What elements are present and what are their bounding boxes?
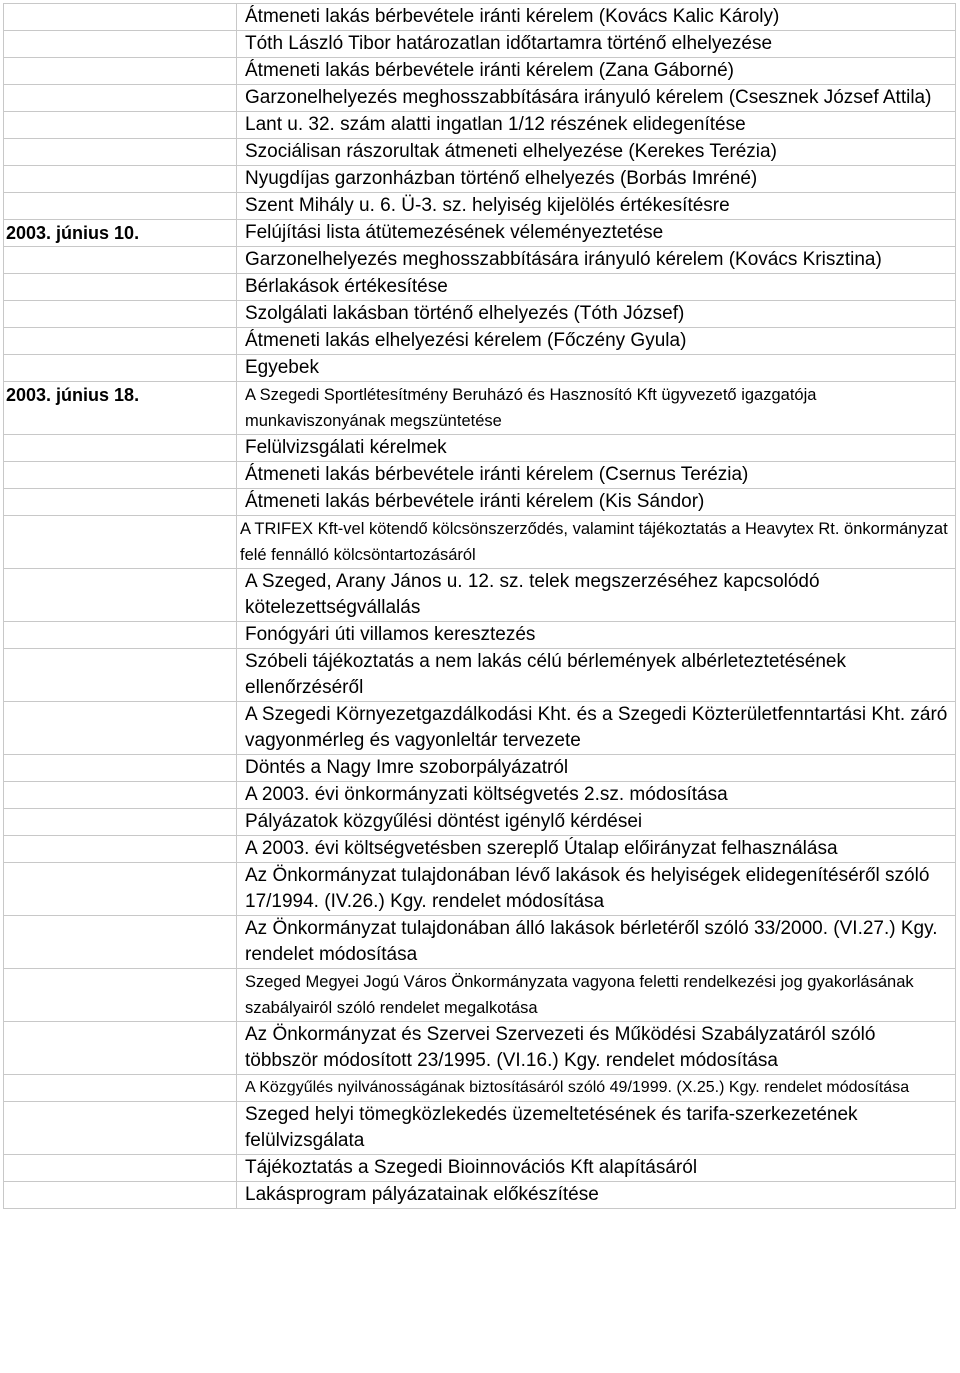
agenda-row bbox=[4, 782, 956, 809]
meeting-date bbox=[4, 139, 237, 166]
agenda-item: A 2003. évi költségvetésben szereplő Útalap előirányzat felhasználása bbox=[237, 836, 956, 863]
agenda-row bbox=[4, 702, 956, 755]
agenda-item: Nyugdíjas garzonházban történő elhelyezés (Borbás Imréné) bbox=[237, 166, 956, 193]
agenda-row bbox=[4, 649, 956, 702]
meeting-date bbox=[4, 193, 237, 220]
meeting-date bbox=[4, 1102, 237, 1155]
agenda-row bbox=[4, 31, 956, 58]
meeting-date bbox=[4, 166, 237, 193]
agenda-row bbox=[4, 328, 956, 355]
meeting-date bbox=[4, 355, 237, 382]
agenda-row bbox=[4, 112, 956, 139]
agenda-row bbox=[4, 462, 956, 489]
agenda-row bbox=[4, 1182, 956, 1209]
agenda-row bbox=[4, 4, 956, 31]
meeting-date bbox=[4, 622, 237, 649]
agenda-item: Felújítási lista átütemezésének véleményeztetése bbox=[237, 220, 956, 247]
agenda-row bbox=[4, 622, 956, 649]
meeting-date bbox=[4, 1022, 237, 1075]
agenda-row bbox=[4, 301, 956, 328]
meeting-date bbox=[4, 58, 237, 85]
agenda-row bbox=[4, 435, 956, 462]
agenda-item: Szóbeli tájékoztatás a nem lakás célú bérlemények albérleteztetésének ellenőrzéséről bbox=[237, 649, 956, 702]
agenda-row bbox=[4, 139, 956, 166]
agenda-item: Szeged Megyei Jogú Város Önkormányzata vagyona feletti rendelkezési jog gyakorlásának szabályairól szóló rendelet megalkotása bbox=[237, 969, 956, 1022]
meeting-date bbox=[4, 916, 237, 969]
meeting-date bbox=[4, 649, 237, 702]
agenda-item: A Közgyűlés nyilvánosságának biztosításáról szóló 49/1999. (X.25.) Kgy. rendelet módosítása bbox=[237, 1075, 956, 1102]
agenda-item: Fonógyári úti villamos keresztezés bbox=[237, 622, 956, 649]
meeting-date bbox=[4, 702, 237, 755]
agenda-item: Átmeneti lakás bérbevétele iránti kérelem (Zana Gáborné) bbox=[237, 58, 956, 85]
agenda-item: Átmeneti lakás elhelyezési kérelem (Főczény Gyula) bbox=[237, 328, 956, 355]
meeting-date bbox=[4, 489, 237, 516]
agenda-item: Az Önkormányzat és Szervei Szervezeti és Működési Szabályzatáról szóló többször módosított 23/1995. (VI.16.) Kgy. rendelet módosítása bbox=[237, 1022, 956, 1075]
meeting-date bbox=[4, 31, 237, 58]
meeting-date bbox=[4, 274, 237, 301]
meeting-date: 2003. június 18. bbox=[4, 382, 237, 435]
agenda-row bbox=[4, 1102, 956, 1155]
agenda-item: Garzonelhelyezés meghosszabbítására irányuló kérelem (Csesznek József Attila) bbox=[237, 85, 956, 112]
agenda-row bbox=[4, 916, 956, 969]
agenda-row bbox=[4, 863, 956, 916]
meeting-date bbox=[4, 863, 237, 916]
agenda-item: Garzonelhelyezés meghosszabbítására irányuló kérelem (Kovács Krisztina) bbox=[237, 247, 956, 274]
agenda-item: Pályázatok közgyűlési döntést igénylő kérdései bbox=[237, 809, 956, 836]
agenda-item: Átmeneti lakás bérbevétele iránti kérelem (Kis Sándor) bbox=[237, 489, 956, 516]
agenda-row bbox=[4, 1075, 956, 1102]
agenda-row bbox=[4, 247, 956, 274]
agenda-item: Az Önkormányzat tulajdonában álló lakások bérletéről szóló 33/2000. (VI.27.) Kgy. rendelet módosítása bbox=[237, 916, 956, 969]
agenda-row bbox=[4, 166, 956, 193]
agenda-row bbox=[4, 382, 956, 435]
agenda-row bbox=[4, 755, 956, 782]
agenda-item: A TRIFEX Kft-vel kötendő kölcsönszerződés, valamint tájékoztatás a Heavytex Rt. önkormányzat felé fennálló kölcsöntartozásáról bbox=[237, 516, 956, 569]
agenda-item: Lant u. 32. szám alatti ingatlan 1/12 részének elidegenítése bbox=[237, 112, 956, 139]
agenda-row bbox=[4, 220, 956, 247]
agenda-body bbox=[4, 4, 956, 1209]
meeting-date bbox=[4, 247, 237, 274]
agenda-item: Szolgálati lakásban történő elhelyezés (Tóth József) bbox=[237, 301, 956, 328]
agenda-table bbox=[3, 3, 956, 1209]
agenda-item: Lakásprogram pályázatainak előkészítése bbox=[237, 1182, 956, 1209]
meeting-date bbox=[4, 755, 237, 782]
agenda-row bbox=[4, 516, 956, 569]
agenda-row bbox=[4, 85, 956, 112]
agenda-item: Szent Mihály u. 6. Ü-3. sz. helyiség kijelölés értékesítésre bbox=[237, 193, 956, 220]
meeting-date bbox=[4, 809, 237, 836]
agenda-item: Szeged helyi tömegközlekedés üzemeltetésének és tarifa-szerkezetének felülvizsgálata bbox=[237, 1102, 956, 1155]
agenda-item: Egyebek bbox=[237, 355, 956, 382]
agenda-item: Tájékoztatás a Szegedi Bioinnovációs Kft alapításáról bbox=[237, 1155, 956, 1182]
agenda-row bbox=[4, 274, 956, 301]
meeting-date bbox=[4, 1075, 237, 1102]
meeting-date bbox=[4, 4, 237, 31]
agenda-row bbox=[4, 1155, 956, 1182]
agenda-row bbox=[4, 193, 956, 220]
meeting-date bbox=[4, 301, 237, 328]
meeting-date bbox=[4, 782, 237, 809]
meeting-date bbox=[4, 1155, 237, 1182]
agenda-item: A Szegedi Sportlétesítmény Beruházó és Hasznosító Kft ügyvezető igazgatója munkaviszonyának megszüntetése bbox=[237, 382, 956, 435]
agenda-row bbox=[4, 836, 956, 863]
agenda-item: Átmeneti lakás bérbevétele iránti kérelem (Csernus Terézia) bbox=[237, 462, 956, 489]
agenda-item: Felülvizsgálati kérelmek bbox=[237, 435, 956, 462]
agenda-row bbox=[4, 569, 956, 622]
meeting-date bbox=[4, 462, 237, 489]
agenda-item: A Szeged, Arany János u. 12. sz. telek megszerzéséhez kapcsolódó kötelezettségvállalás bbox=[237, 569, 956, 622]
meeting-date bbox=[4, 435, 237, 462]
meeting-date bbox=[4, 836, 237, 863]
agenda-item: Szociálisan rászorultak átmeneti elhelyezése (Kerekes Terézia) bbox=[237, 139, 956, 166]
agenda-row bbox=[4, 969, 956, 1022]
meeting-date bbox=[4, 569, 237, 622]
meeting-date: 2003. június 10. bbox=[4, 220, 237, 247]
agenda-item: Bérlakások értékesítése bbox=[237, 274, 956, 301]
agenda-row bbox=[4, 489, 956, 516]
meeting-date bbox=[4, 85, 237, 112]
meeting-date bbox=[4, 969, 237, 1022]
meeting-date bbox=[4, 328, 237, 355]
agenda-item: A 2003. évi önkormányzati költségvetés 2.sz. módosítása bbox=[237, 782, 956, 809]
meeting-date bbox=[4, 112, 237, 139]
meeting-date bbox=[4, 516, 237, 569]
meeting-date bbox=[4, 1182, 237, 1209]
agenda-row bbox=[4, 1022, 956, 1075]
agenda-item: Átmeneti lakás bérbevétele iránti kérelem (Kovács Kalic Károly) bbox=[237, 4, 956, 31]
agenda-item: A Szegedi Környezetgazdálkodási Kht. és a Szegedi Közterületfenntartási Kht. záró vagyonmérleg és vagyonleltár tervezete bbox=[237, 702, 956, 755]
agenda-row bbox=[4, 355, 956, 382]
agenda-item: Döntés a Nagy Imre szoborpályázatról bbox=[237, 755, 956, 782]
agenda-item: Az Önkormányzat tulajdonában lévő lakások és helyiségek elidegenítéséről szóló 17/1994. (IV.26.) Kgy. rendelet módosítása bbox=[237, 863, 956, 916]
agenda-item: Tóth László Tibor határozatlan időtartamra történő elhelyezése bbox=[237, 31, 956, 58]
agenda-row bbox=[4, 58, 956, 85]
agenda-row bbox=[4, 809, 956, 836]
